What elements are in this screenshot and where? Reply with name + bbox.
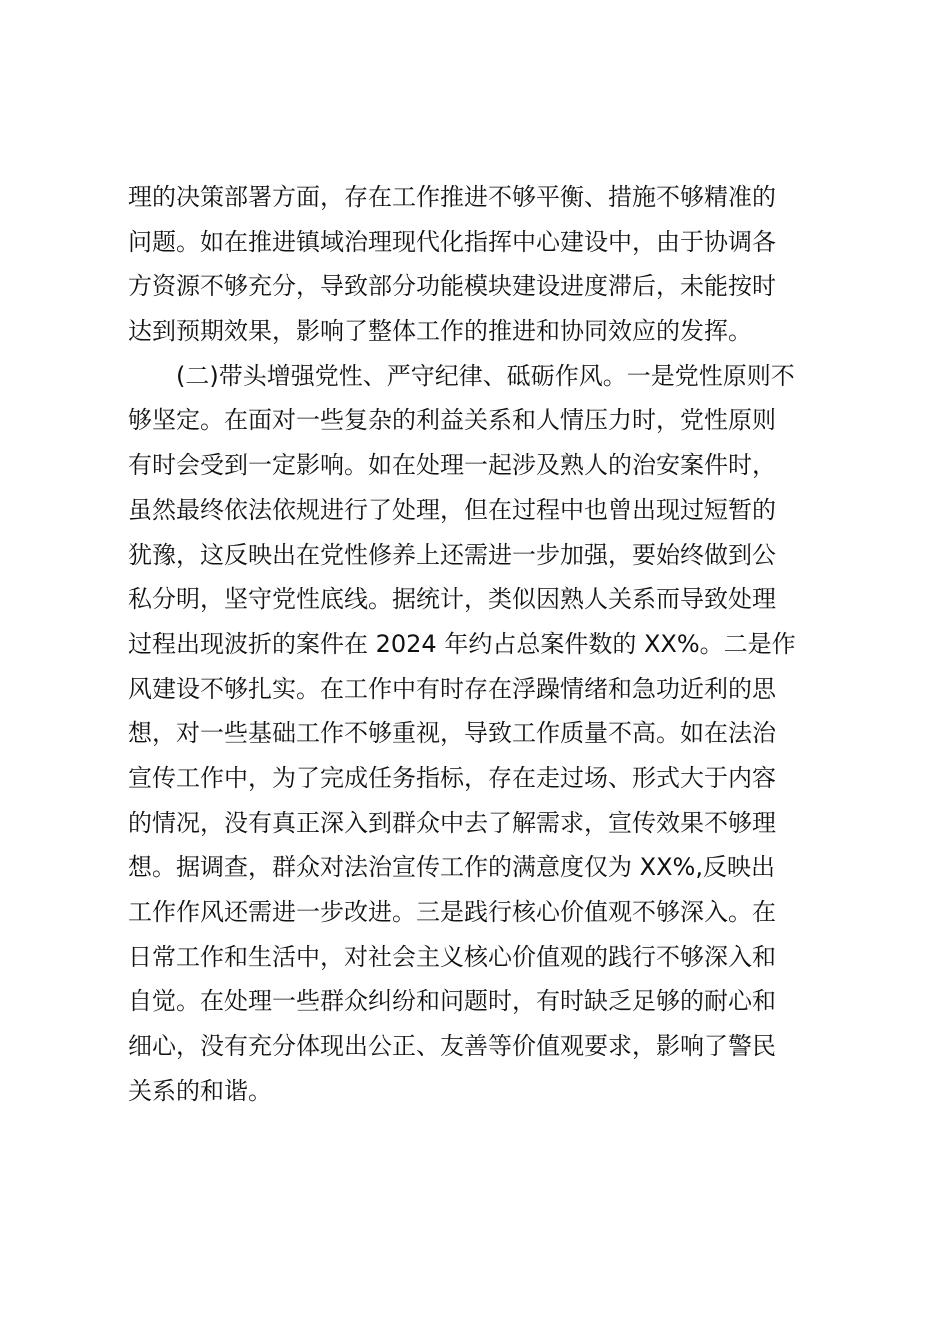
body-text (128, 175, 818, 1113)
text-line: 理的决策部署方面，存在工作推进不够平衡、措施不够精准的 (128, 183, 776, 211)
text-line: 犹豫，这反映出在党性修养上还需进一步加强，要始终做到公 (128, 540, 776, 569)
text-line: 够坚定。在面对一些复杂的利益关系和人情压力时，党性原则 (128, 406, 776, 435)
text-line: 细心，没有充分体现出公正、友善等价值观要求，影响了警民 (128, 1032, 776, 1061)
section-heading-line: (二)带头增强党性、严守纪律、砥砺作风。一是党性原则不 (176, 361, 795, 390)
text-line: 自觉。在处理一些群众纠纷和问题时，有时缺乏足够的耐心和 (128, 987, 776, 1016)
text-line: 想。据调查，群众对法治宣传工作的满意度仅为 XX%,反映出 (128, 853, 775, 882)
text-line: 日常工作和生活中，对社会主义核心价值观的践行不够深入和 (128, 942, 776, 971)
text-line: 方资源不够充分，导致部分功能模块建设进度滞后，未能按时 (128, 272, 776, 301)
text-line: 关系的和谐。 (128, 1076, 272, 1105)
text-line: 私分明，坚守党性底线。据统计，类似因熟人关系而导致处理 (128, 585, 776, 614)
text-line: 问题。如在推进镇域治理现代化指挥中心建设中，由于协调各 (128, 227, 776, 256)
text-line: 想，对一些基础工作不够重视，导致工作质量不高。如在法治 (128, 719, 776, 748)
text-line: 宣传工作中，为了完成任务指标，存在走过场、形式大于内容 (128, 763, 776, 792)
text-line: 工作作风还需进一步改进。三是践行核心价值观不够深入。在 (128, 898, 776, 926)
text-line: 风建设不够扎实。在工作中有时存在浮躁情绪和急功近利的思 (128, 674, 776, 703)
text-line: 过程出现波折的案件在 2024 年约占总案件数的 XX%。二是作 (128, 629, 796, 658)
text-line: 虽然最终依法依规进行了处理，但在过程中也曾出现过短暂的 (128, 495, 776, 524)
text-line: 有时会受到一定影响。如在处理一起涉及熟人的治安案件时， (128, 451, 776, 480)
text-line: 的情况，没有真正深入到群众中去了解需求，宣传效果不够理 (128, 808, 776, 837)
text-line: 达到预期效果，影响了整体工作的推进和协同效应的发挥。 (128, 317, 752, 346)
